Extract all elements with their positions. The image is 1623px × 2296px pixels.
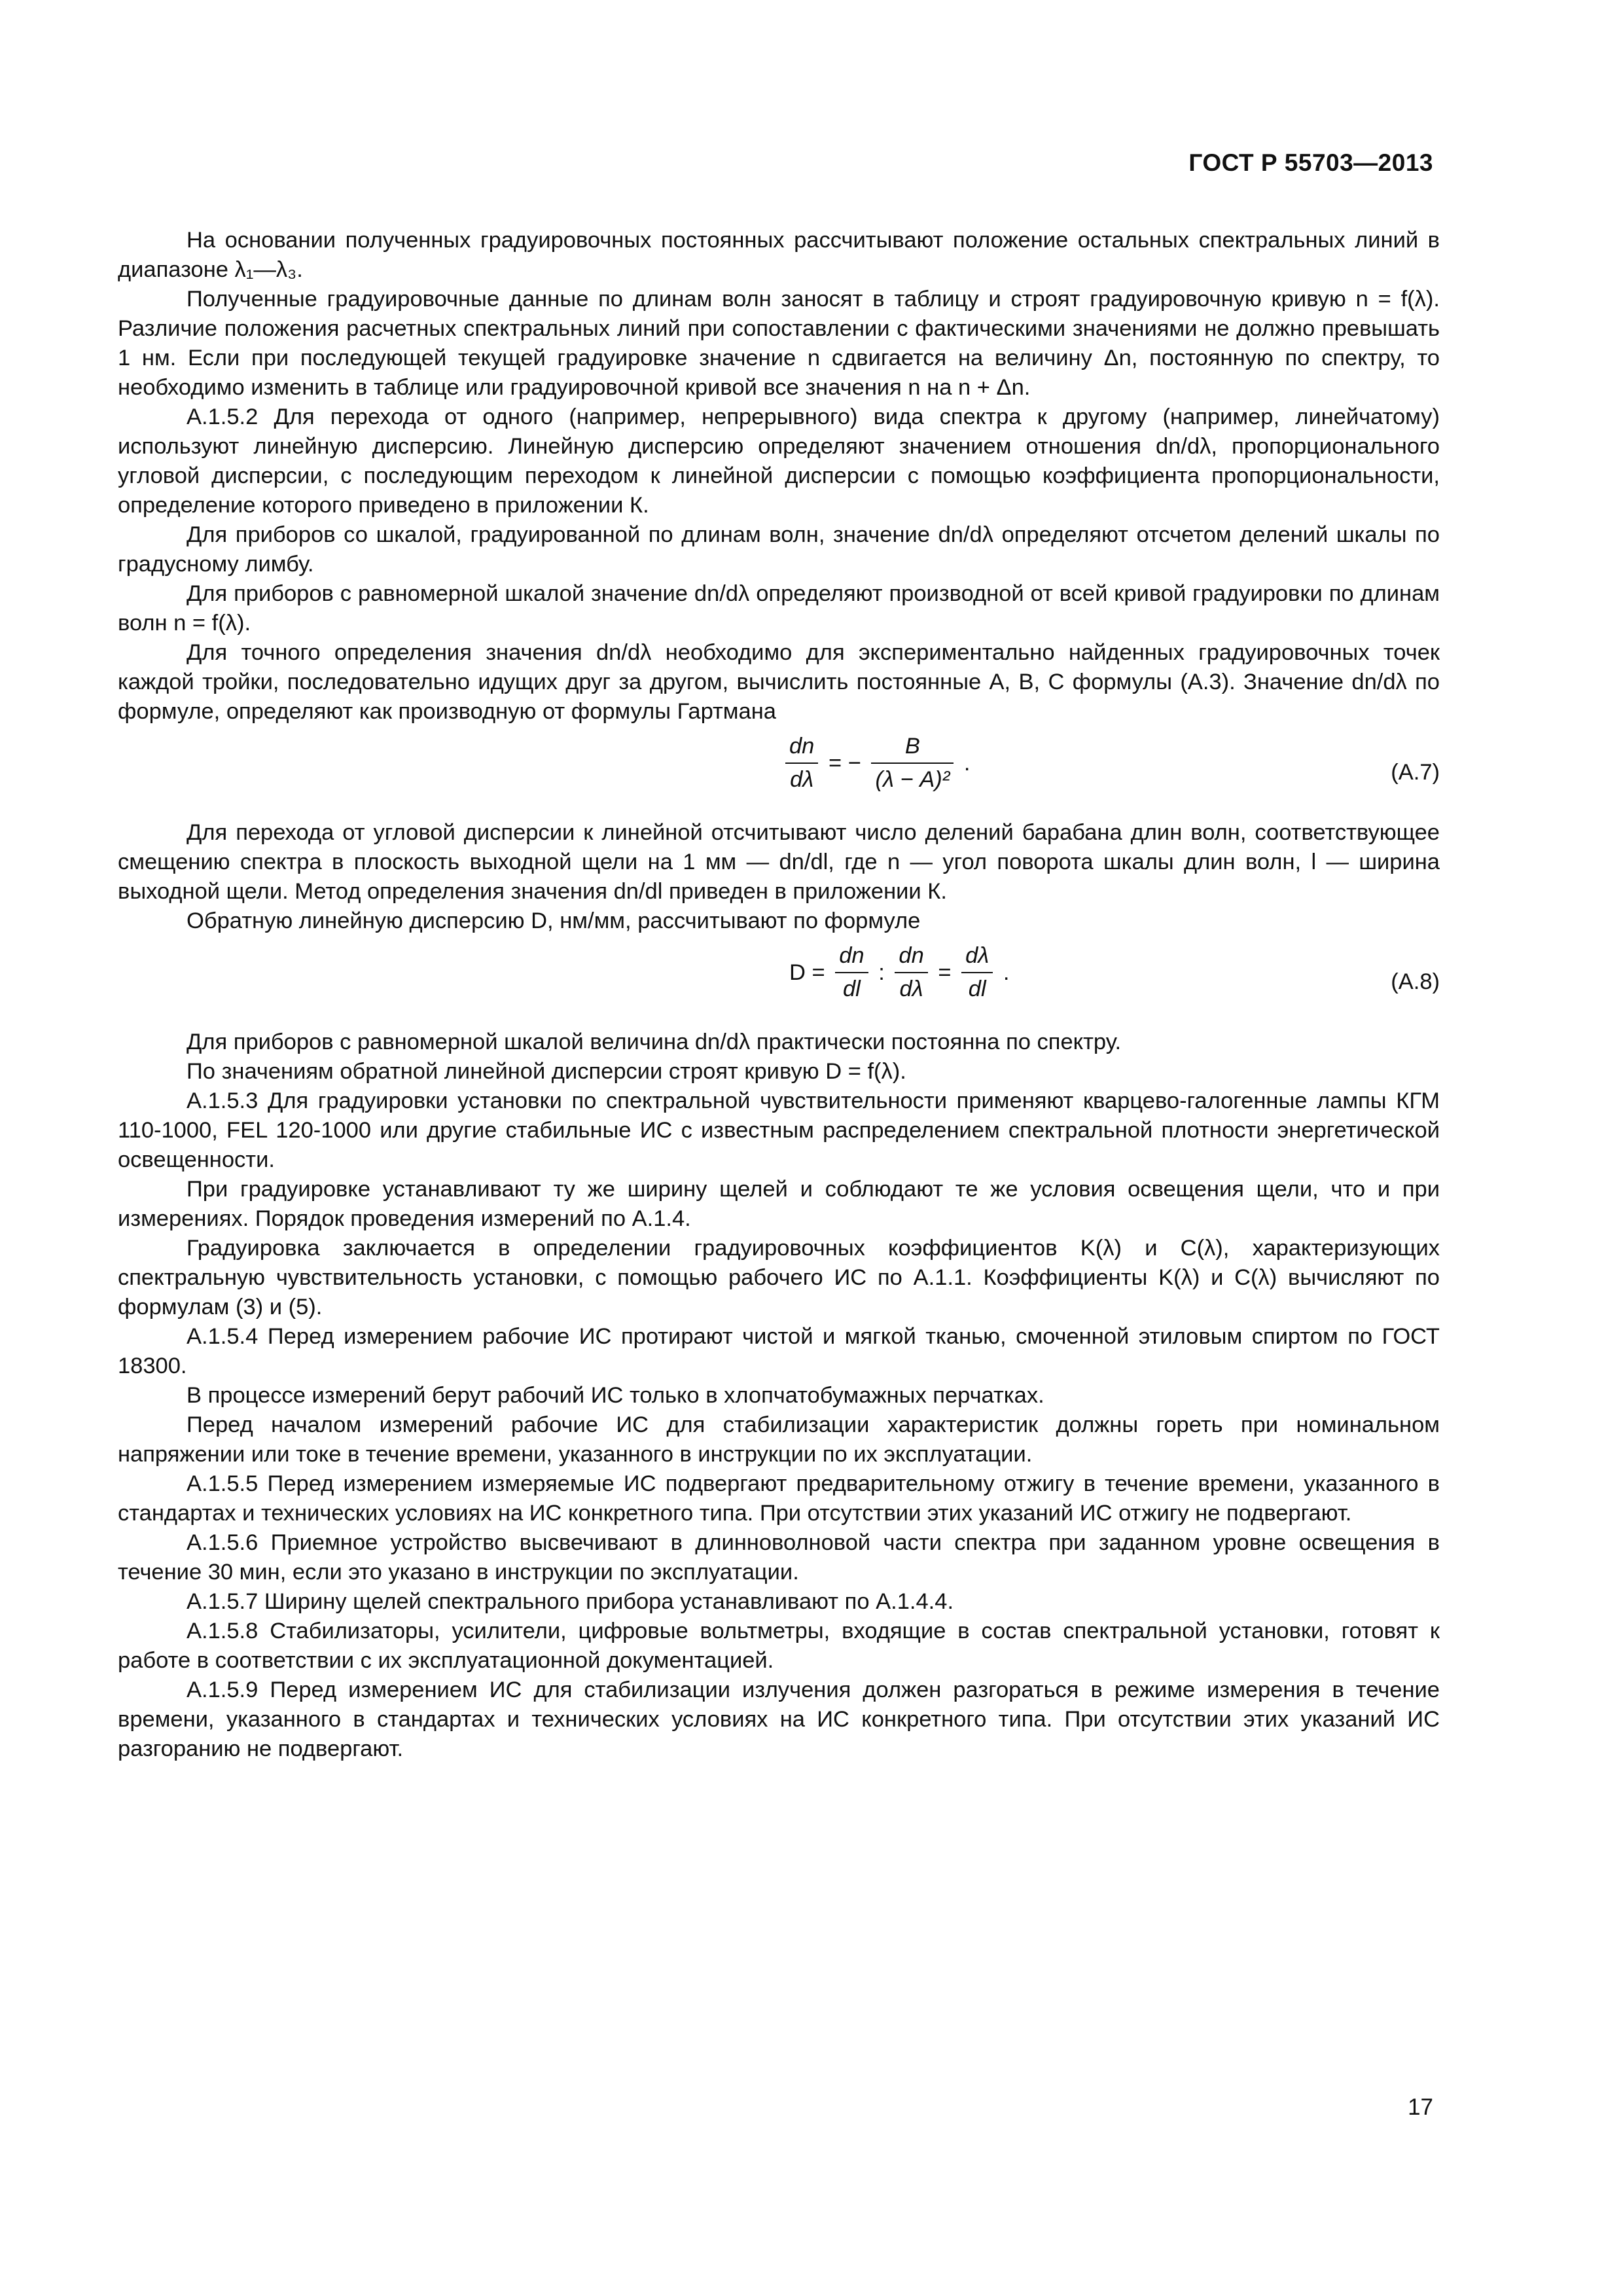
paragraph: Для приборов с равномерной шкалой величина dn/dλ практически постоянна по спектру. bbox=[187, 1030, 1122, 1054]
standard-code-header: ГОСТ Р 55703—2013 bbox=[1188, 149, 1433, 176]
numerator: dn bbox=[895, 941, 927, 973]
formula-number: (А.8) bbox=[1391, 969, 1440, 994]
fraction bbox=[961, 941, 993, 1004]
numerator: dn bbox=[785, 732, 818, 764]
operator: = bbox=[938, 960, 952, 985]
paragraph: Для приборов со шкалой, градуированной по длинам волн, значение dn/dλ определяют отсчетом делений шкалы по градусному лимбу. bbox=[118, 522, 1440, 577]
operator: = − bbox=[828, 750, 861, 776]
numerator: dn bbox=[835, 941, 868, 973]
denominator: (λ − A)² bbox=[875, 767, 950, 792]
paragraph: В процессе измерений берут рабочий ИС только в хлопчатобумажных перчатках. bbox=[187, 1383, 1044, 1408]
formula-a8-expression bbox=[785, 941, 1013, 1004]
denominator: dλ bbox=[790, 767, 814, 792]
formula-a8 bbox=[118, 936, 1440, 1028]
denominator: dl bbox=[843, 977, 861, 1001]
paragraph: Градуировка заключается в определении градуировочных коэффициентов K(λ) и C(λ), характеризующих спектральную чувствительность установки, с помощью рабочего ИС по А.1.1. Коэффициенты K(λ) и C(λ) вычисляют по формулам (3) и (5). bbox=[118, 1236, 1440, 1319]
paragraph: Перед началом измерений рабочие ИС для стабилизации характеристик должны гореть при номинальном напряжении или токе в течение времени, указанного в инструкции по их эксплуатации. bbox=[118, 1412, 1440, 1467]
page-number: 17 bbox=[1408, 2094, 1433, 2120]
punctuation: . bbox=[1003, 960, 1010, 985]
paragraph: А.1.5.6 Приемное устройство высвечивают в длинноволновой части спектра при заданном уровне освещения в течение 30 мин, если это указано в инструкции по эксплуатации. bbox=[118, 1530, 1440, 1585]
denominator: dλ bbox=[899, 977, 923, 1001]
paragraph: По значениям обратной линейной дисперсии строят кривую D = f(λ). bbox=[187, 1059, 906, 1084]
paragraph: А.1.5.2 Для перехода от одного (например, непрерывного) вида спектра к другому (например, линейчатому) используют линейную дисперсию. Линейную дисперсию определяют значением отношения dn/dλ, пропорционального угловой дисперсии, с последующим переходом к линейной дисперсии с помощью коэффициента пропорциональности, определение которого приведено в приложении К. bbox=[118, 404, 1440, 518]
formula-number: (А.7) bbox=[1391, 760, 1440, 785]
paragraph: Обратную линейную дисперсию D, нм/мм, рассчитывают по формуле bbox=[187, 908, 921, 933]
paragraph: А.1.5.5 Перед измерением измеряемые ИС подвергают предварительному отжигу в течение времени, указанного в стандартах и технических условиях на ИС конкретного типа. При отсутствии этих указаний ИС отжигу не подвергают. bbox=[118, 1471, 1440, 1526]
operator: : bbox=[878, 960, 885, 985]
variable: D = bbox=[789, 960, 825, 985]
fraction bbox=[835, 941, 868, 1004]
fraction bbox=[895, 941, 927, 1004]
paragraph: Для точного определения значения dn/dλ необходимо для экспериментально найденных градуировочных точек каждой тройки, последовательно идущих друг за другом, вычислить постоянные A, B, C формулы (А.3). Значение dn/dλ по формуле, определяют как производную от формулы Гартмана bbox=[118, 640, 1440, 724]
paragraph: Для приборов с равномерной шкалой значение dn/dλ определяют производной от всей кривой градуировки по длинам волн n = f(λ). bbox=[118, 581, 1440, 636]
paragraph: На основании полученных градуировочных постоянных рассчитывают положение остальных спектральных линий в диапазоне λ₁—λ₃. bbox=[118, 228, 1440, 282]
paragraph: А.1.5.4 Перед измерением рабочие ИС протирают чистой и мягкой тканью, смоченной этиловым спиртом по ГОСТ 18300. bbox=[118, 1324, 1440, 1378]
paragraph: Полученные градуировочные данные по длинам волн заносят в таблицу и строят градуировочную кривую n = f(λ). Различие положения расчетных спектральных линий при сопоставлении с фактическими значениями не должно превышать 1 нм. Если при последующей текущей градуировке значение n сдвигается на величину Δn, постоянную по спектру, то необходимо изменить в таблице или градуировочной кривой все значения n на n + Δn. bbox=[118, 287, 1440, 400]
numerator: B bbox=[871, 732, 954, 764]
formula-a7 bbox=[118, 726, 1440, 818]
fraction bbox=[785, 732, 818, 795]
formula-a7-expression bbox=[785, 732, 974, 795]
punctuation: . bbox=[963, 750, 971, 776]
paragraph: Для перехода от угловой дисперсии к линейной отсчитывают число делений барабана длин волн, соответствующее смещению спектра в плоскость выходной щели на 1 мм — dn/dl, где n — угол поворота шкалы длин волн, l — ширина выходной щели. Метод определения значения dn/dl приведен в приложении К. bbox=[118, 820, 1440, 904]
paragraph: А.1.5.9 Перед измерением ИС для стабилизации излучения должен разгораться в режиме измерения в течение времени, указанного в стандартах и технических условиях на ИС конкретного типа. При отсутствии этих указаний ИС разгоранию не подвергают. bbox=[118, 1677, 1440, 1761]
paragraph: При градуировке устанавливают ту же ширину щелей и соблюдают те же условия освещения щели, что и при измерениях. Порядок проведения измерений по А.1.4. bbox=[118, 1177, 1440, 1231]
numerator: dλ bbox=[961, 941, 993, 973]
fraction bbox=[871, 732, 954, 795]
denominator: dl bbox=[968, 977, 986, 1001]
paragraph: А.1.5.3 Для градуировки установки по спектральной чувствительности применяют кварцево-галогенные лампы КГМ 110-1000, FEL 120-1000 или другие стабильные ИС с известным распределением спектральной плотности энергетической освещенности. bbox=[118, 1088, 1440, 1172]
paragraph: А.1.5.8 Стабилизаторы, усилители, цифровые вольтметры, входящие в состав спектральной установки, готовят к работе в соответствии с их эксплуатационной документацией. bbox=[118, 1619, 1440, 1673]
paragraph: А.1.5.7 Ширину щелей спектрального прибора устанавливают по А.1.4.4. bbox=[187, 1589, 954, 1614]
body-text bbox=[118, 226, 1440, 1764]
